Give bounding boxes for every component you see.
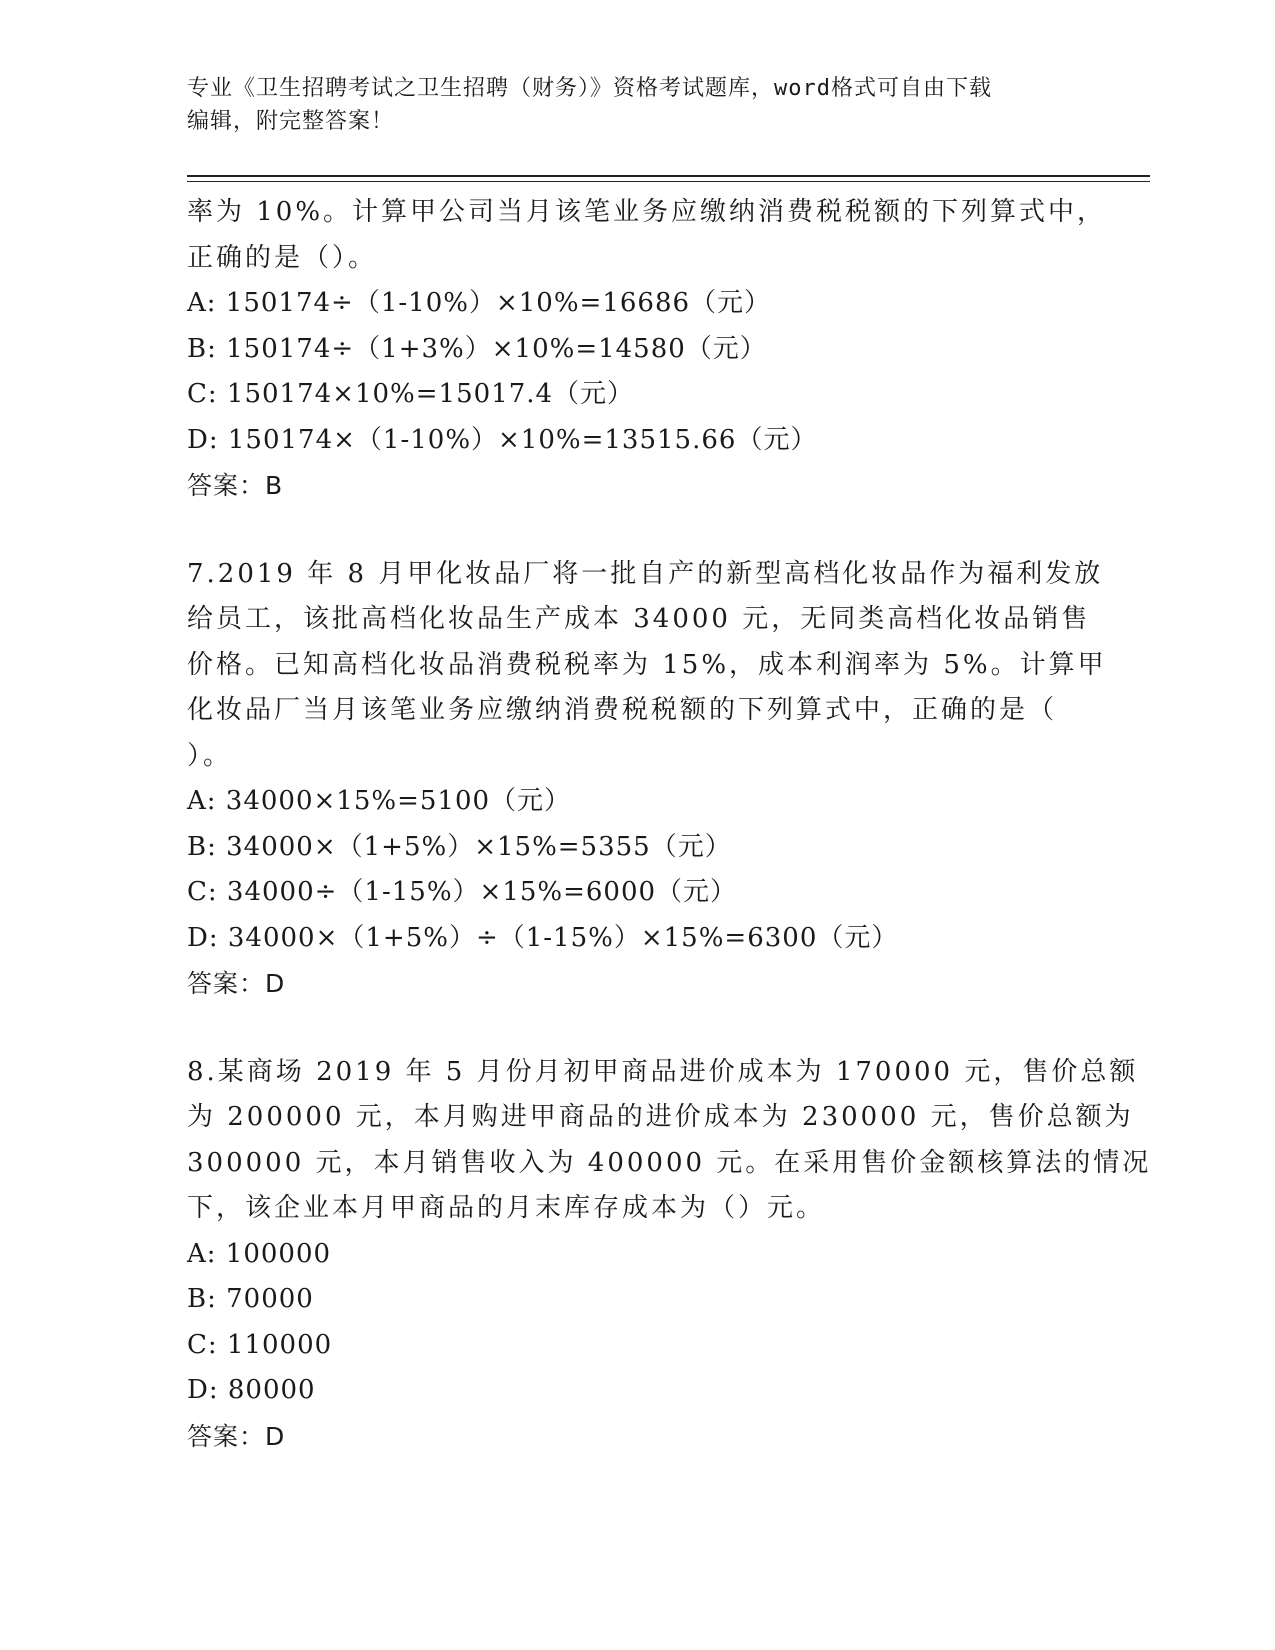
question-text-line: 为 200000 元，本月购进甲商品的进价成本为 230000 元，售价总额为: [187, 1102, 1134, 1132]
option-a: A: 34000×15%=5100（元）: [187, 786, 572, 816]
question-text-line: 正确的是（）。: [187, 242, 378, 273]
question-8: [187, 1050, 1152, 1460]
option-c: C: 150174×10%=15017.4（元）: [187, 379, 635, 409]
header-line-1: 专业《卫生招聘考试之卫生招聘（财务）》资格考试题库，word格式可自由下载: [187, 76, 992, 101]
question-text-line: 下，该企业本月甲商品的月末库存成本为（）元。: [187, 1193, 826, 1223]
header-divider-thin: [187, 181, 1150, 182]
question-content: [187, 190, 1152, 1459]
question-text-line: ）。: [187, 740, 233, 771]
question-text-line: 价格。已知高档化妆品消费税税率为 15%，成本利润率为 5%。计算甲: [187, 649, 1107, 680]
question-7: [187, 552, 1107, 1007]
option-a: A: 150174÷（1-10%）×10%=16686（元）: [187, 288, 772, 318]
option-d: D: 80000: [187, 1375, 316, 1405]
question-text-line: 给员工，该批高档化妆品生产成本 34000 元，无同类高档化妆品销售: [187, 604, 1091, 634]
question-text-line: 300000 元，本月销售收入为 400000 元。在采用售价金额核算法的情况: [187, 1147, 1152, 1178]
answer-label: 答案：D: [187, 969, 286, 998]
question-text-line: 率为 10%。计算甲公司当月该笔业务应缴纳消费税税额的下列算式中，: [187, 197, 1107, 227]
option-a: A: 100000: [187, 1238, 332, 1269]
question-text-line: 化妆品厂当月该笔业务应缴纳消费税税额的下列算式中，正确的是（: [187, 695, 1058, 725]
answer-label: 答案：B: [187, 471, 284, 500]
question-6: [187, 190, 1107, 509]
option-c: C: 34000÷（1-15%）×15%=6000（元）: [187, 877, 738, 907]
option-b: B: 34000×（1+5%）×15%=5355（元）: [187, 831, 732, 862]
question-text-line: 8.某商场 2019 年 5 月份月初甲商品进价成本为 170000 元，售价总额: [187, 1056, 1139, 1087]
option-d: D: 34000×（1+5%）÷（1-15%）×15%=6300（元）: [187, 922, 899, 953]
question-text-line: 7.2019 年 8 月甲化妆品厂将一批自产的新型高档化妆品作为福利发放: [187, 558, 1104, 589]
option-b: B: 70000: [187, 1284, 314, 1314]
answer-label: 答案：D: [187, 1421, 286, 1451]
document-header: [187, 72, 1067, 138]
option-d: D: 150174×（1-10%）×10%=13515.66（元）: [187, 424, 818, 455]
header-divider: [187, 175, 1150, 177]
option-b: B: 150174÷（1+3%）×10%=14580（元）: [187, 333, 767, 364]
header-line-2: 编辑，附完整答案！: [187, 109, 395, 134]
option-c: C: 110000: [187, 1329, 333, 1360]
